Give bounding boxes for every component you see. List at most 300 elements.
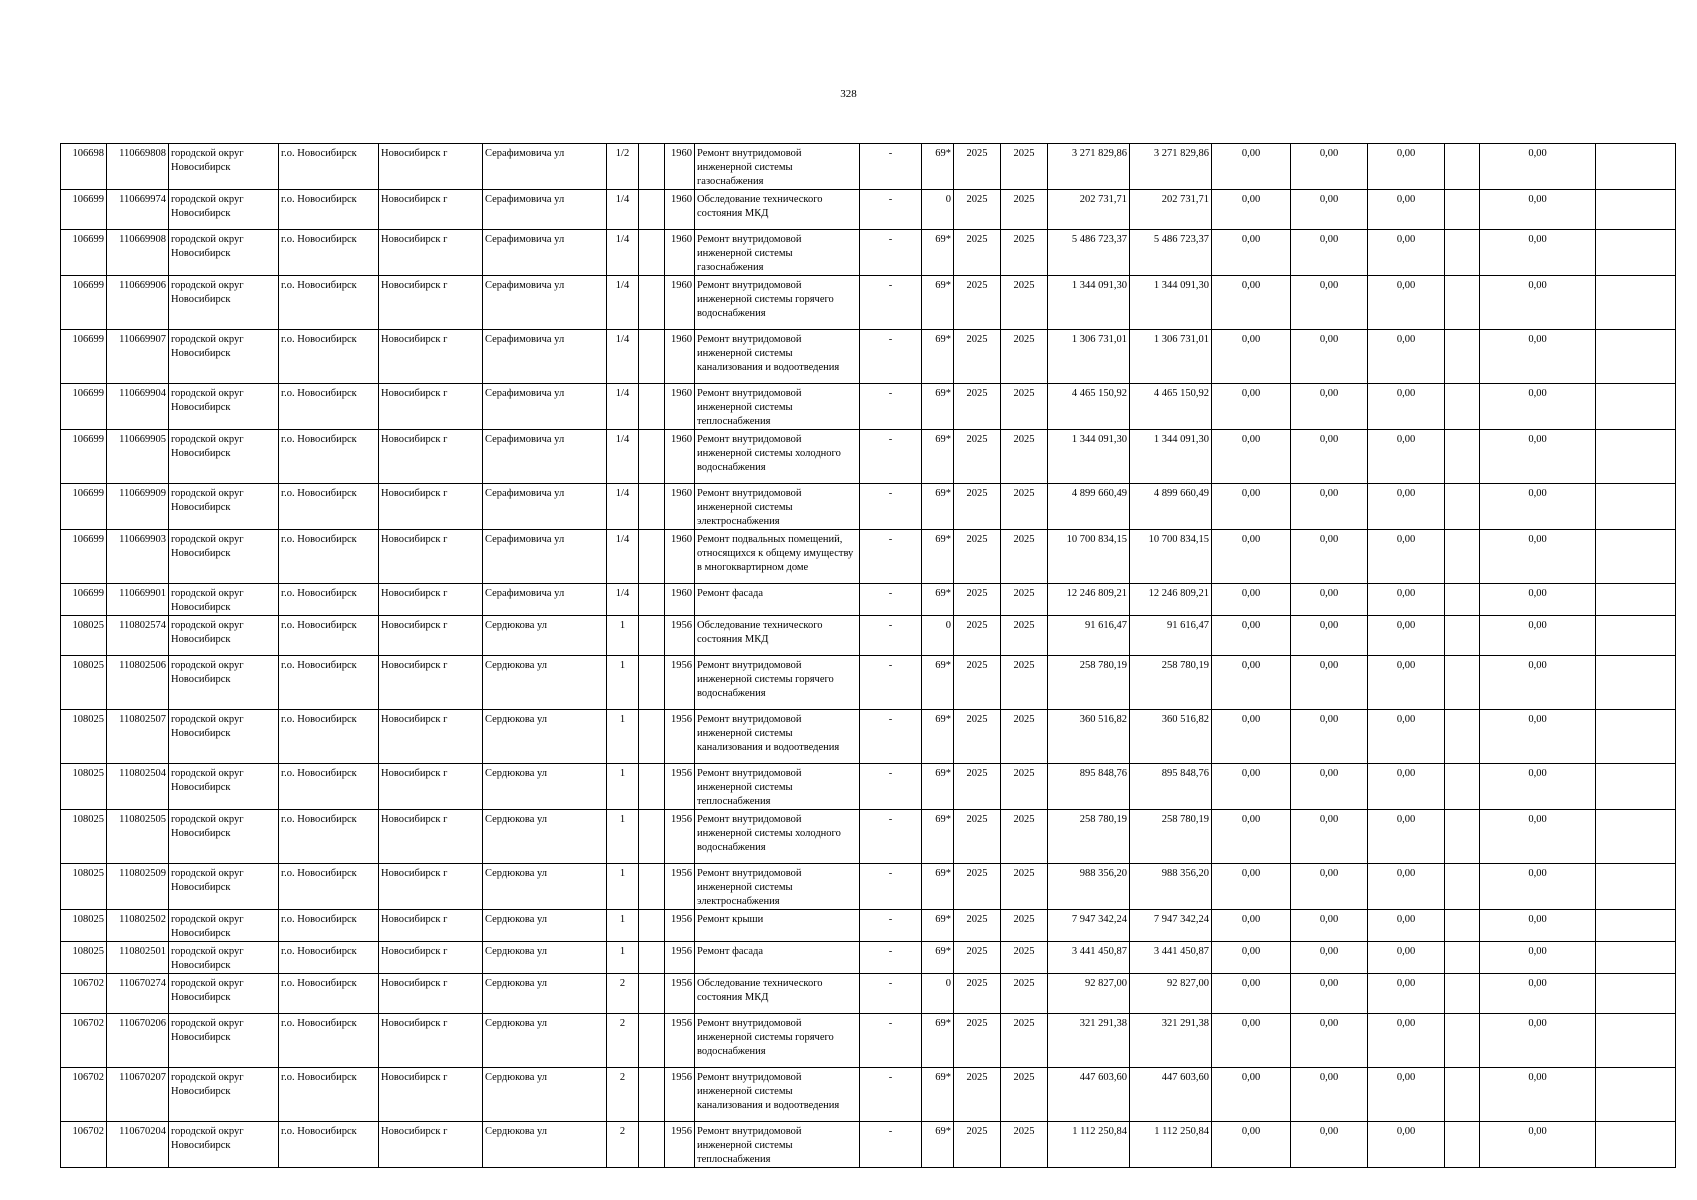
row-end-year: 2025: [1001, 1068, 1048, 1122]
row-code: 110669909: [107, 484, 169, 530]
row-code: 110802507: [107, 710, 169, 764]
row-value-5: 0,00: [1480, 1068, 1596, 1122]
row-extra: [639, 910, 665, 942]
row-total: 3 271 829,86: [1048, 144, 1130, 190]
row-value-3: 0,00: [1368, 330, 1445, 384]
row-municipality: г.о. Новосибирск: [279, 910, 379, 942]
row-code: 110669906: [107, 276, 169, 330]
row-end-year: 2025: [1001, 910, 1048, 942]
row-house: 1/4: [607, 230, 639, 276]
row-value-3: 0,00: [1368, 864, 1445, 910]
row-start-year: 2025: [954, 190, 1001, 230]
row-total: 12 246 809,21: [1048, 584, 1130, 616]
row-total: 92 827,00: [1048, 974, 1130, 1014]
row-extra: [639, 430, 665, 484]
row-value-4: [1445, 276, 1480, 330]
row-work: Ремонт крыши: [695, 910, 860, 942]
row-start-year: 2025: [954, 710, 1001, 764]
row-fund: 91 616,47: [1130, 616, 1212, 656]
row-value-1: 0,00: [1212, 974, 1291, 1014]
row-start-year: 2025: [954, 144, 1001, 190]
row-value-5: 0,00: [1480, 1122, 1596, 1168]
row-house: 1/4: [607, 384, 639, 430]
row-district: городской округ Новосибирск: [169, 144, 279, 190]
row-house: 1: [607, 942, 639, 974]
row-flag: -: [860, 710, 922, 764]
row-cost-ref: 69*: [922, 276, 954, 330]
row-year: 1960: [665, 144, 695, 190]
row-municipality: г.о. Новосибирск: [279, 530, 379, 584]
row-value-1: 0,00: [1212, 1014, 1291, 1068]
row-value-6: [1596, 144, 1676, 190]
row-start-year: 2025: [954, 330, 1001, 384]
row-total: 895 848,76: [1048, 764, 1130, 810]
row-flag: -: [860, 910, 922, 942]
row-total: 1 344 091,30: [1048, 276, 1130, 330]
row-value-1: 0,00: [1212, 910, 1291, 942]
row-municipality: г.о. Новосибирск: [279, 656, 379, 710]
row-house: 1/4: [607, 584, 639, 616]
row-house: 1: [607, 910, 639, 942]
row-value-2: 0,00: [1291, 616, 1368, 656]
row-work: Ремонт внутридомовой инженерной системы горячего водоснабжения: [695, 1014, 860, 1068]
row-cost-ref: 0: [922, 190, 954, 230]
row-settlement: Новосибирск г: [379, 144, 483, 190]
row-fund: 258 780,19: [1130, 656, 1212, 710]
row-municipality: г.о. Новосибирск: [279, 230, 379, 276]
row-value-5: 0,00: [1480, 942, 1596, 974]
row-settlement: Новосибирск г: [379, 710, 483, 764]
row-cost-ref: 69*: [922, 764, 954, 810]
row-extra: [639, 764, 665, 810]
row-total: 258 780,19: [1048, 810, 1130, 864]
table-row: [61, 584, 1676, 616]
row-value-1: 0,00: [1212, 190, 1291, 230]
row-value-2: 0,00: [1291, 330, 1368, 384]
row-value-6: [1596, 656, 1676, 710]
row-value-4: [1445, 764, 1480, 810]
row-extra: [639, 864, 665, 910]
row-value-3: 0,00: [1368, 530, 1445, 584]
row-value-3: 0,00: [1368, 810, 1445, 864]
row-value-6: [1596, 584, 1676, 616]
row-value-5: 0,00: [1480, 864, 1596, 910]
row-value-3: 0,00: [1368, 584, 1445, 616]
row-value-5: 0,00: [1480, 384, 1596, 430]
row-value-5: 0,00: [1480, 710, 1596, 764]
row-value-3: 0,00: [1368, 974, 1445, 1014]
row-district: городской округ Новосибирск: [169, 616, 279, 656]
row-municipality: г.о. Новосибирск: [279, 616, 379, 656]
row-code: 110670274: [107, 974, 169, 1014]
row-house: 1: [607, 616, 639, 656]
row-district: городской округ Новосибирск: [169, 330, 279, 384]
row-id: 106699: [61, 330, 107, 384]
row-flag: -: [860, 764, 922, 810]
row-street: Сердюкова ул: [483, 974, 607, 1014]
row-value-5: 0,00: [1480, 484, 1596, 530]
row-end-year: 2025: [1001, 276, 1048, 330]
row-cost-ref: 69*: [922, 1122, 954, 1168]
row-code: 110802506: [107, 656, 169, 710]
row-street: Серафимовича ул: [483, 276, 607, 330]
row-house: 2: [607, 974, 639, 1014]
row-value-2: 0,00: [1291, 974, 1368, 1014]
row-settlement: Новосибирск г: [379, 1068, 483, 1122]
row-extra: [639, 942, 665, 974]
row-value-2: 0,00: [1291, 384, 1368, 430]
row-end-year: 2025: [1001, 330, 1048, 384]
row-value-1: 0,00: [1212, 1068, 1291, 1122]
row-municipality: г.о. Новосибирск: [279, 1122, 379, 1168]
row-value-4: [1445, 1068, 1480, 1122]
row-code: 110802502: [107, 910, 169, 942]
row-extra: [639, 584, 665, 616]
row-fund: 988 356,20: [1130, 864, 1212, 910]
row-cost-ref: 69*: [922, 910, 954, 942]
row-settlement: Новосибирск г: [379, 276, 483, 330]
row-id: 106702: [61, 1014, 107, 1068]
row-value-3: 0,00: [1368, 1068, 1445, 1122]
row-work: Ремонт внутридомовой инженерной системы горячего водоснабжения: [695, 276, 860, 330]
row-total: 1 344 091,30: [1048, 430, 1130, 484]
table-row: [61, 656, 1676, 710]
row-value-6: [1596, 1014, 1676, 1068]
row-house: 1: [607, 764, 639, 810]
row-id: 106699: [61, 230, 107, 276]
row-cost-ref: 69*: [922, 864, 954, 910]
row-value-5: 0,00: [1480, 656, 1596, 710]
row-street: Серафимовича ул: [483, 330, 607, 384]
row-value-4: [1445, 974, 1480, 1014]
row-total: 447 603,60: [1048, 1068, 1130, 1122]
row-end-year: 2025: [1001, 656, 1048, 710]
row-flag: -: [860, 230, 922, 276]
row-value-3: 0,00: [1368, 230, 1445, 276]
row-cost-ref: 69*: [922, 656, 954, 710]
row-value-6: [1596, 616, 1676, 656]
row-id: 108025: [61, 810, 107, 864]
row-code: 110669974: [107, 190, 169, 230]
row-value-1: 0,00: [1212, 530, 1291, 584]
row-total: 91 616,47: [1048, 616, 1130, 656]
row-settlement: Новосибирск г: [379, 810, 483, 864]
row-extra: [639, 710, 665, 764]
row-work: Обследование технического состояния МКД: [695, 974, 860, 1014]
row-fund: 1 344 091,30: [1130, 430, 1212, 484]
row-year: 1956: [665, 810, 695, 864]
row-id: 106699: [61, 584, 107, 616]
row-code: 110670207: [107, 1068, 169, 1122]
row-start-year: 2025: [954, 430, 1001, 484]
row-year: 1956: [665, 942, 695, 974]
row-municipality: г.о. Новосибирск: [279, 764, 379, 810]
row-value-5: 0,00: [1480, 810, 1596, 864]
table-row: [61, 1014, 1676, 1068]
row-work: Ремонт внутридомовой инженерной системы канализования и водоотведения: [695, 710, 860, 764]
row-street: Сердюкова ул: [483, 810, 607, 864]
row-value-6: [1596, 330, 1676, 384]
row-value-1: 0,00: [1212, 710, 1291, 764]
row-value-6: [1596, 764, 1676, 810]
row-municipality: г.о. Новосибирск: [279, 584, 379, 616]
row-municipality: г.о. Новосибирск: [279, 384, 379, 430]
row-street: Сердюкова ул: [483, 864, 607, 910]
row-end-year: 2025: [1001, 764, 1048, 810]
row-value-2: 0,00: [1291, 656, 1368, 710]
row-value-4: [1445, 1014, 1480, 1068]
row-value-6: [1596, 430, 1676, 484]
row-settlement: Новосибирск г: [379, 1122, 483, 1168]
row-fund: 895 848,76: [1130, 764, 1212, 810]
row-value-2: 0,00: [1291, 530, 1368, 584]
row-total: 258 780,19: [1048, 656, 1130, 710]
row-municipality: г.о. Новосибирск: [279, 484, 379, 530]
row-street: Сердюкова ул: [483, 710, 607, 764]
row-district: городской округ Новосибирск: [169, 1122, 279, 1168]
row-value-6: [1596, 1068, 1676, 1122]
row-total: 3 441 450,87: [1048, 942, 1130, 974]
row-value-3: 0,00: [1368, 1122, 1445, 1168]
row-code: 110669905: [107, 430, 169, 484]
page-number: 328: [840, 88, 857, 100]
row-fund: 4 899 660,49: [1130, 484, 1212, 530]
row-value-1: 0,00: [1212, 810, 1291, 864]
table-row: [61, 230, 1676, 276]
row-value-1: 0,00: [1212, 656, 1291, 710]
row-value-2: 0,00: [1291, 710, 1368, 764]
row-year: 1960: [665, 384, 695, 430]
row-value-4: [1445, 484, 1480, 530]
table-row: [61, 810, 1676, 864]
row-value-3: 0,00: [1368, 656, 1445, 710]
row-value-1: 0,00: [1212, 430, 1291, 484]
row-start-year: 2025: [954, 384, 1001, 430]
row-extra: [639, 1014, 665, 1068]
row-house: 1/4: [607, 530, 639, 584]
row-fund: 321 291,38: [1130, 1014, 1212, 1068]
row-municipality: г.о. Новосибирск: [279, 430, 379, 484]
row-house: 1/4: [607, 330, 639, 384]
row-flag: -: [860, 974, 922, 1014]
row-year: 1956: [665, 1014, 695, 1068]
row-value-3: 0,00: [1368, 190, 1445, 230]
row-value-6: [1596, 530, 1676, 584]
row-district: городской округ Новосибирск: [169, 764, 279, 810]
row-street: Серафимовича ул: [483, 530, 607, 584]
row-start-year: 2025: [954, 656, 1001, 710]
row-start-year: 2025: [954, 942, 1001, 974]
row-street: Серафимовича ул: [483, 484, 607, 530]
row-house: 1/2: [607, 144, 639, 190]
row-value-3: 0,00: [1368, 384, 1445, 430]
row-code: 110670206: [107, 1014, 169, 1068]
row-extra: [639, 616, 665, 656]
row-value-6: [1596, 276, 1676, 330]
row-code: 110669903: [107, 530, 169, 584]
table-row: [61, 530, 1676, 584]
row-cost-ref: 69*: [922, 330, 954, 384]
row-end-year: 2025: [1001, 864, 1048, 910]
row-id: 106699: [61, 276, 107, 330]
row-total: 360 516,82: [1048, 710, 1130, 764]
row-end-year: 2025: [1001, 810, 1048, 864]
row-value-5: 0,00: [1480, 430, 1596, 484]
row-year: 1960: [665, 530, 695, 584]
row-municipality: г.о. Новосибирск: [279, 330, 379, 384]
row-house: 1: [607, 810, 639, 864]
table-row: [61, 710, 1676, 764]
row-work: Ремонт внутридомовой инженерной системы теплоснабжения: [695, 764, 860, 810]
row-value-3: 0,00: [1368, 942, 1445, 974]
row-street: Серафимовича ул: [483, 144, 607, 190]
row-settlement: Новосибирск г: [379, 484, 483, 530]
row-total: 10 700 834,15: [1048, 530, 1130, 584]
row-street: Сердюкова ул: [483, 616, 607, 656]
row-street: Серафимовича ул: [483, 230, 607, 276]
row-fund: 10 700 834,15: [1130, 530, 1212, 584]
row-id: 106699: [61, 530, 107, 584]
row-settlement: Новосибирск г: [379, 430, 483, 484]
row-value-6: [1596, 974, 1676, 1014]
row-district: городской округ Новосибирск: [169, 656, 279, 710]
row-work: Ремонт внутридомовой инженерной системы холодного водоснабжения: [695, 430, 860, 484]
row-end-year: 2025: [1001, 974, 1048, 1014]
row-value-3: 0,00: [1368, 144, 1445, 190]
row-extra: [639, 1122, 665, 1168]
row-value-2: 0,00: [1291, 764, 1368, 810]
row-fund: 360 516,82: [1130, 710, 1212, 764]
row-fund: 12 246 809,21: [1130, 584, 1212, 616]
row-flag: -: [860, 1122, 922, 1168]
row-id: 106699: [61, 190, 107, 230]
row-value-2: 0,00: [1291, 942, 1368, 974]
row-flag: -: [860, 430, 922, 484]
row-flag: -: [860, 942, 922, 974]
row-value-6: [1596, 710, 1676, 764]
row-value-5: 0,00: [1480, 276, 1596, 330]
row-settlement: Новосибирск г: [379, 330, 483, 384]
row-end-year: 2025: [1001, 1014, 1048, 1068]
row-end-year: 2025: [1001, 144, 1048, 190]
row-house: 1/4: [607, 276, 639, 330]
row-municipality: г.о. Новосибирск: [279, 1068, 379, 1122]
row-start-year: 2025: [954, 230, 1001, 276]
row-house: 1/4: [607, 190, 639, 230]
row-extra: [639, 810, 665, 864]
row-work: Ремонт внутридомовой инженерной системы горячего водоснабжения: [695, 656, 860, 710]
row-fund: 7 947 342,24: [1130, 910, 1212, 942]
row-value-1: 0,00: [1212, 484, 1291, 530]
row-year: 1956: [665, 1068, 695, 1122]
row-flag: -: [860, 616, 922, 656]
row-district: городской округ Новосибирск: [169, 910, 279, 942]
row-settlement: Новосибирск г: [379, 190, 483, 230]
row-flag: -: [860, 484, 922, 530]
row-value-2: 0,00: [1291, 864, 1368, 910]
row-municipality: г.о. Новосибирск: [279, 810, 379, 864]
table-row: [61, 484, 1676, 530]
row-total: 202 731,71: [1048, 190, 1130, 230]
row-total: 7 947 342,24: [1048, 910, 1130, 942]
row-end-year: 2025: [1001, 190, 1048, 230]
row-code: 110669808: [107, 144, 169, 190]
row-extra: [639, 974, 665, 1014]
row-extra: [639, 656, 665, 710]
row-id: 108025: [61, 942, 107, 974]
row-end-year: 2025: [1001, 942, 1048, 974]
row-flag: -: [860, 810, 922, 864]
row-year: 1956: [665, 1122, 695, 1168]
row-fund: 4 465 150,92: [1130, 384, 1212, 430]
row-value-2: 0,00: [1291, 1068, 1368, 1122]
row-fund: 92 827,00: [1130, 974, 1212, 1014]
row-id: 106699: [61, 384, 107, 430]
row-fund: 5 486 723,37: [1130, 230, 1212, 276]
row-street: Сердюкова ул: [483, 1068, 607, 1122]
row-district: городской округ Новосибирск: [169, 190, 279, 230]
row-house: 2: [607, 1068, 639, 1122]
row-settlement: Новосибирск г: [379, 530, 483, 584]
table-body: [61, 144, 1676, 1168]
row-year: 1956: [665, 616, 695, 656]
row-district: городской округ Новосибирск: [169, 974, 279, 1014]
row-value-6: [1596, 864, 1676, 910]
table-row: [61, 910, 1676, 942]
row-work: Ремонт внутридомовой инженерной системы газоснабжения: [695, 144, 860, 190]
row-value-5: 0,00: [1480, 1014, 1596, 1068]
row-total: 321 291,38: [1048, 1014, 1130, 1068]
row-fund: 1 344 091,30: [1130, 276, 1212, 330]
row-district: городской округ Новосибирск: [169, 584, 279, 616]
row-value-4: [1445, 710, 1480, 764]
row-value-2: 0,00: [1291, 190, 1368, 230]
row-cost-ref: 69*: [922, 484, 954, 530]
row-value-4: [1445, 530, 1480, 584]
row-fund: 447 603,60: [1130, 1068, 1212, 1122]
row-settlement: Новосибирск г: [379, 910, 483, 942]
table-row: [61, 330, 1676, 384]
row-value-1: 0,00: [1212, 230, 1291, 276]
row-value-4: [1445, 144, 1480, 190]
row-value-5: 0,00: [1480, 230, 1596, 276]
row-value-1: 0,00: [1212, 584, 1291, 616]
row-value-4: [1445, 864, 1480, 910]
row-value-1: 0,00: [1212, 276, 1291, 330]
row-code: 110802574: [107, 616, 169, 656]
row-cost-ref: 69*: [922, 1068, 954, 1122]
row-value-4: [1445, 656, 1480, 710]
row-value-4: [1445, 584, 1480, 616]
row-value-2: 0,00: [1291, 810, 1368, 864]
row-cost-ref: 0: [922, 616, 954, 656]
row-district: городской округ Новосибирск: [169, 276, 279, 330]
row-value-2: 0,00: [1291, 230, 1368, 276]
row-work: Обследование технического состояния МКД: [695, 190, 860, 230]
table-row: [61, 864, 1676, 910]
row-cost-ref: 69*: [922, 942, 954, 974]
row-value-2: 0,00: [1291, 484, 1368, 530]
row-value-6: [1596, 942, 1676, 974]
row-value-5: 0,00: [1480, 764, 1596, 810]
row-start-year: 2025: [954, 584, 1001, 616]
row-municipality: г.о. Новосибирск: [279, 942, 379, 974]
row-end-year: 2025: [1001, 384, 1048, 430]
row-street: Сердюкова ул: [483, 942, 607, 974]
row-year: 1956: [665, 974, 695, 1014]
row-value-6: [1596, 810, 1676, 864]
row-cost-ref: 69*: [922, 384, 954, 430]
